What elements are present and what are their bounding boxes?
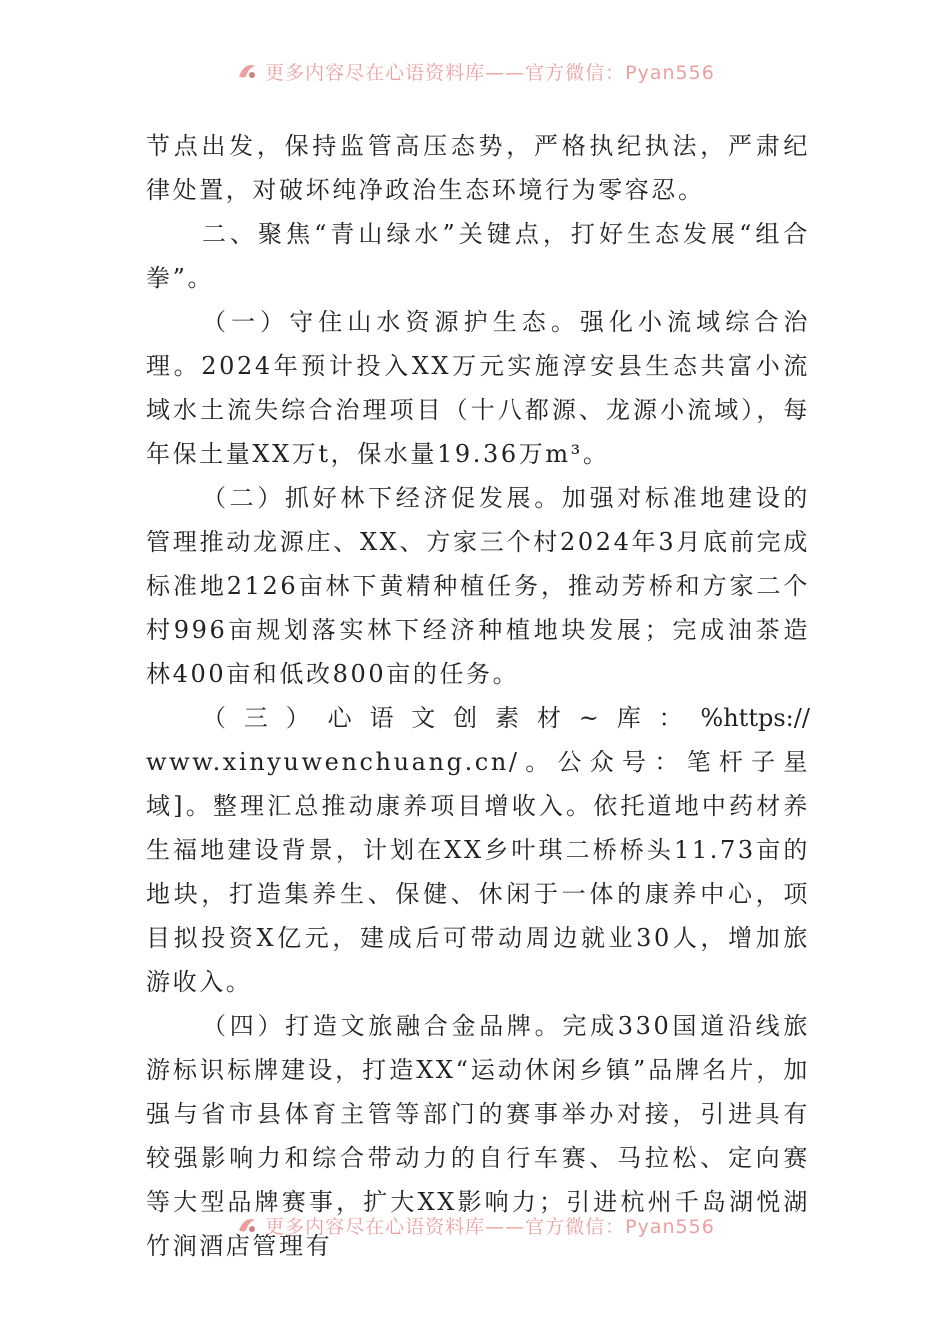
token: 创: [453, 704, 478, 732]
watermark-text: 更多内容尽在心语资料库——官方微信：Pyan556: [265, 61, 715, 84]
token: ：: [658, 704, 683, 732]
token: 心: [327, 704, 352, 732]
token: 文: [411, 704, 436, 732]
token: %https://: [700, 704, 810, 732]
token: 库: [616, 704, 641, 732]
document-body: [146, 124, 810, 1268]
token: 材: [536, 704, 561, 732]
section-heading: 二、聚焦“青山绿水”关键点，打好生态发展“组合拳”。: [146, 220, 810, 292]
paragraph: （二）抓好林下经济促发展。加强对标准地建设的管理推动龙源庄、XX、方家三个村2024年3月底前完成标准地2126亩林下黄精种植任务，推动芳桥和方家二个村996亩规划落实林下经济种植地块发展；完成油茶造林400亩和低改800亩的任务。: [146, 484, 810, 688]
token: 语: [369, 704, 394, 732]
watermark-top: [0, 56, 950, 86]
token: 素: [495, 704, 520, 732]
logo-icon: [235, 1214, 259, 1236]
watermark-bottom: [0, 1210, 950, 1240]
paragraph: 节点出发，保持监管高压态势，严格执纪执法，严肃纪律处置，对破坏纯净政治生态环境行为零容忍。: [146, 132, 810, 204]
token: 三: [243, 704, 268, 732]
paragraph: （一）守住山水资源护生态。强化小流域综合治理。2024年预计投入XX万元实施淳安县生态共富小流域水土流失综合治理项目（十八都源、龙源小流域），每年保土量XX万t，保水量19.36万m³。: [146, 308, 810, 468]
token: ~: [578, 704, 599, 732]
spaced-heading-line: [146, 696, 810, 740]
paragraph: （四）打造文旅融合金品牌。完成330国道沿线旅游标识标牌建设，打造XX“运动休闲乡镇”品牌名片，加强与省市县体育主管等部门的赛事举办对接，引进具有较强影响力和综合带动力的自行车赛、马拉松、定向赛等大型品牌赛事，扩大XX影响力；引进杭州千岛湖悦湖竹涧酒店管理有: [146, 1012, 810, 1260]
token: ）: [285, 704, 310, 732]
paragraph: www.xinyuwenchuang.cn/。公众号：笔杆子星域]。整理汇总推动康养项目增收入。依托道地中药材养生福地建设背景，计划在XX乡叶琪二桥桥头11.73亩的地块，打造集养生、保健、休闲于一体的康养中心，项目拟投资X亿元，建成后可带动周边就业30人，增加旅游收入。: [146, 748, 810, 996]
token: （: [202, 704, 226, 732]
watermark-text: 更多内容尽在心语资料库——官方微信：Pyan556: [265, 1215, 715, 1238]
logo-icon: [235, 60, 259, 82]
